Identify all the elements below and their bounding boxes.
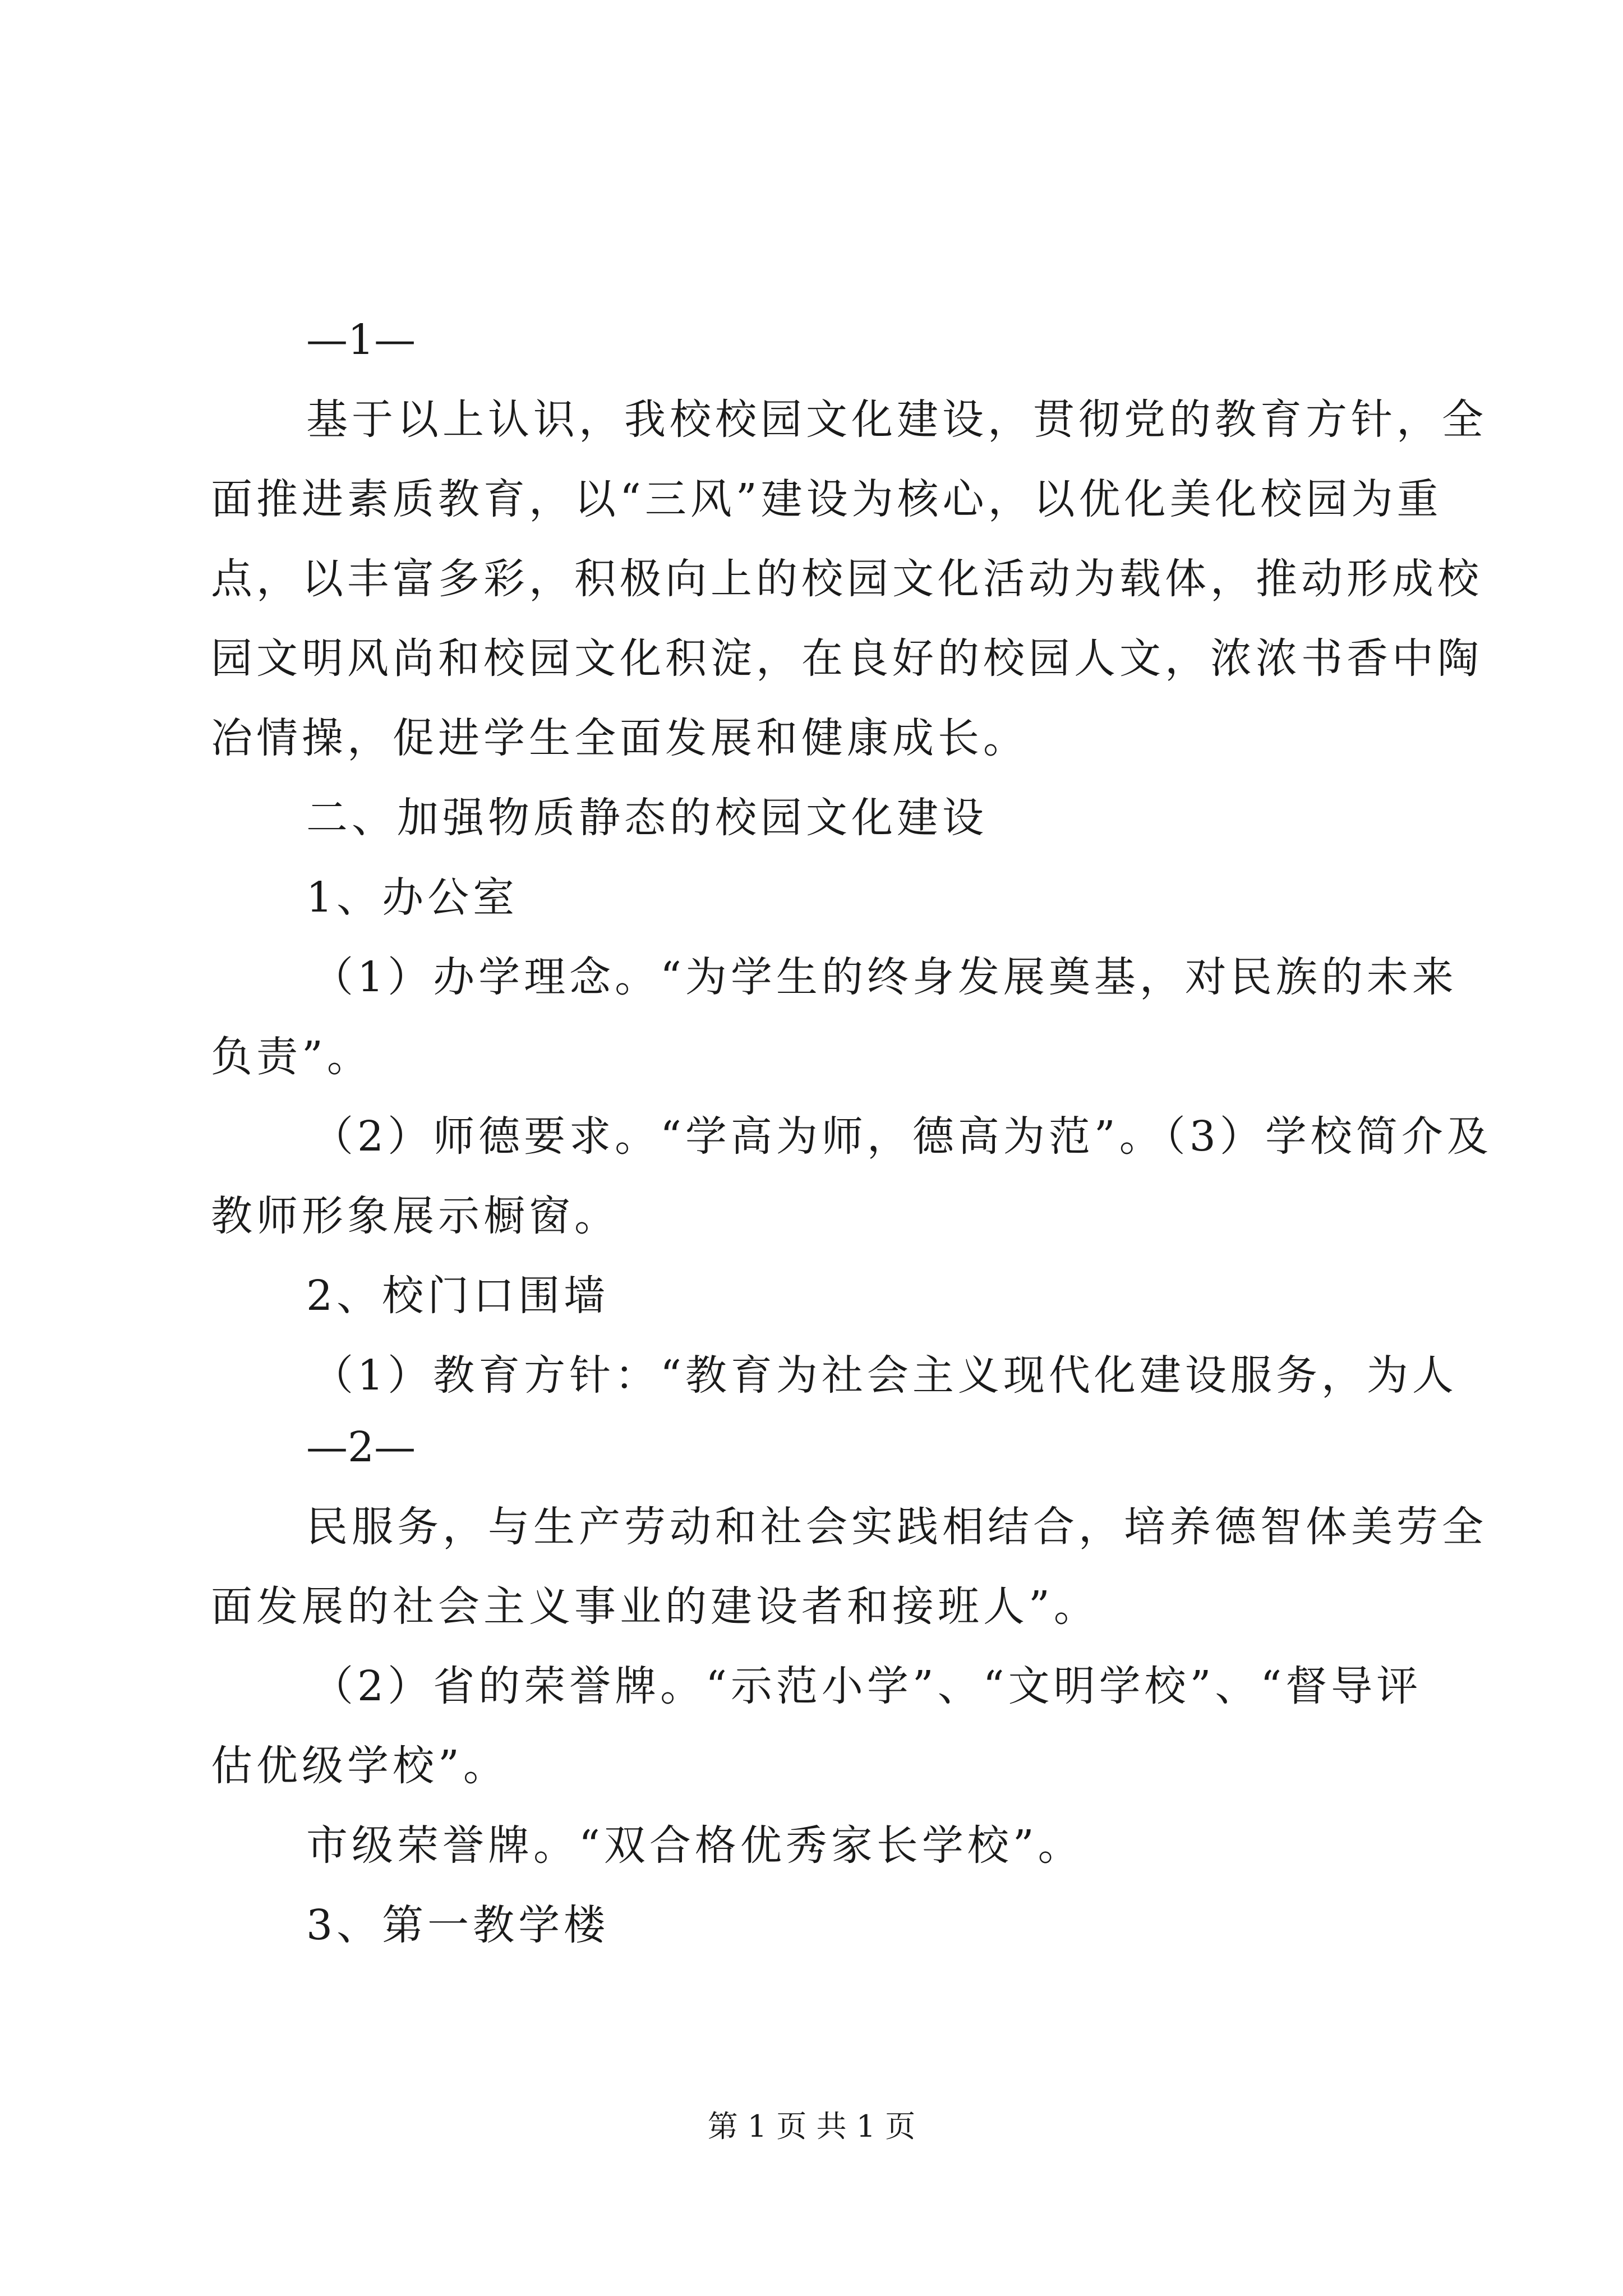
subheading-first-building: 3、第一教学楼 <box>306 1901 610 1949</box>
page-footer: 第 1 页 共 1 页 <box>707 2109 916 2144</box>
subheading-office: 1、办公室 <box>306 873 519 922</box>
gate-item-2-line-2: 估优级学校”。 <box>211 1742 509 1790</box>
city-honor-line: 市级荣誉牌。“双合格优秀家长学校”。 <box>306 1821 1083 1870</box>
subheading-gate-wall: 2、校门口围墙 <box>306 1272 610 1320</box>
office-item-1-line-1: （1）办学理念。“为学生的终身发展奠基，对民族的未来 <box>312 953 1458 1001</box>
paragraph-1-line-2: 面推进素质教育，以“三风”建设为核心，以优化美化校园为重 <box>211 475 1442 523</box>
page-marker-2: —2— <box>306 1423 416 1471</box>
section-heading-2: 二、加强物质静态的校园文化建设 <box>306 794 988 842</box>
office-item-2-line-1: （2）师德要求。“学高为师，德高为范”。（3）学校简介及 <box>312 1112 1492 1161</box>
office-item-1-line-2: 负责”。 <box>211 1033 372 1081</box>
paragraph-1-line-5: 冶情操，促进学生全面发展和健康成长。 <box>211 714 1029 762</box>
gate-item-1-line-1: （1）教育方针：“教育为社会主义现代化建设服务，为人 <box>312 1351 1458 1400</box>
gate-item-1-line-3: 面发展的社会主义事业的建设者和接班人”。 <box>211 1582 1099 1631</box>
gate-item-1-line-2: 民服务，与生产劳动和社会实践相结合，培养德智体美劳全 <box>306 1503 1487 1551</box>
page-marker-1: —1— <box>306 316 416 364</box>
gate-item-2-line-1: （2）省的荣誉牌。“示范小学”、“文明学校”、“督导评 <box>312 1662 1422 1710</box>
office-item-2-line-2: 教师形象展示橱窗。 <box>211 1192 620 1240</box>
paragraph-1-line-1: 基于以上认识，我校校园文化建设，贯彻党的教育方针，全 <box>306 395 1487 444</box>
paragraph-1-line-4: 园文明风尚和校园文化积淀，在良好的校园人文，浓浓书香中陶 <box>211 634 1483 683</box>
paragraph-1-line-3: 点，以丰富多彩，积极向上的校园文化活动为载体，推动形成校 <box>211 555 1483 603</box>
